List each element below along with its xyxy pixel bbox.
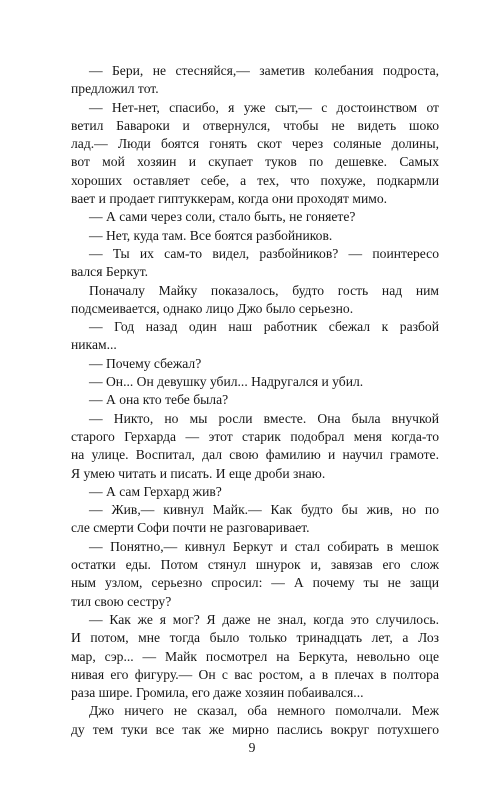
text-line: вает и продает гиптуккерам, когда они проходят мимо. xyxy=(71,191,388,207)
page-number: 9 xyxy=(248,740,256,755)
body-text xyxy=(71,62,439,739)
text-line: хороших оставляет себе, а тех, что похуже, подкармли xyxy=(71,172,439,188)
text-line: И потом, мне тогда было только тринадцать лет, а Лоз xyxy=(71,630,439,646)
text-line: предложил тот. xyxy=(71,81,159,97)
text-line: остатки еды. Потом стянул шнурок и, завязав его слож xyxy=(71,557,439,573)
text-line: ветил Бавароки и отвернулся, чтобы не видеть шоко xyxy=(71,117,439,133)
text-line: Я умею читать и писать. И еще дроби знаю. xyxy=(71,465,326,481)
text-line: лад.— Люди боятся гонять скот через соляные долины, xyxy=(71,136,439,152)
text-line: подсмеивается, однако лицо Джо было серьезно. xyxy=(71,300,354,316)
text-line: — Никто, но мы росли вместе. Она была внучкой xyxy=(89,410,439,426)
text-line: Поначалу Майку показалось, будто гость над ним xyxy=(89,282,439,298)
text-line: тил свою сестру? xyxy=(71,593,172,609)
text-line: старого Герхарда — этот старик подобрал меня когда-то xyxy=(71,428,439,444)
text-line: — Ты их сам-то видел, разбойников? — поинтересо xyxy=(89,245,439,261)
text-line: — Нет-нет, спасибо, я уже сыт,— с достоинством от xyxy=(89,99,439,115)
text-line: раза шире. Громила, его даже хозяин побаивался... xyxy=(71,685,364,701)
text-line: мар, сэр... — Майк посмотрел на Беркута, невольно оце xyxy=(71,648,439,664)
text-line: сле смерти Софи почти не разговаривает. xyxy=(71,520,310,536)
text-line: — Почему сбежал? xyxy=(89,355,202,371)
text-line: — А сами через соли, стало быть, не гоняете? xyxy=(89,209,356,225)
text-line: — А она кто тебе была? xyxy=(89,392,229,408)
text-line: ным узлом, серьезно спросил: — А почему ты не защи xyxy=(71,575,439,591)
text-line: вался Беркут. xyxy=(71,264,149,280)
text-line: — Нет, куда там. Все боятся разбойников. xyxy=(89,227,333,243)
text-line: — Бери, не стесняйся,— заметив колебания подроста, xyxy=(89,63,439,78)
text-line: ду тем туки все так же мирно паслись вокруг потухшего xyxy=(71,721,439,737)
text-line: — Как же я мог? Я даже не знал, когда это случилось. xyxy=(89,611,439,627)
text-line: — Он... Он девушку убил... Надругался и убил. xyxy=(89,374,364,390)
text-line: — Понятно,— кивнул Беркут и стал собирать в мешок xyxy=(89,538,439,554)
text-line: — Жив,— кивнул Майк.— Как будто бы жив, но по xyxy=(89,502,439,518)
text-line: Джо ничего не сказал, оба немного помолчали. Меж xyxy=(89,703,439,719)
text-line: нивая его фигуру.— Он с вас ростом, а в плечах в полтора xyxy=(71,666,439,682)
text-line: — Год назад один наш работник сбежал к разбой xyxy=(89,319,439,335)
text-line: никам... xyxy=(71,337,117,353)
text-line: вот мой хозяин и скупает туков по дешевке. Самых xyxy=(71,154,439,170)
text-line: — А сам Герхард жив? xyxy=(89,483,222,499)
text-line: на улице. Воспитал, дал свою фамилию и научил грамоте. xyxy=(71,447,439,463)
